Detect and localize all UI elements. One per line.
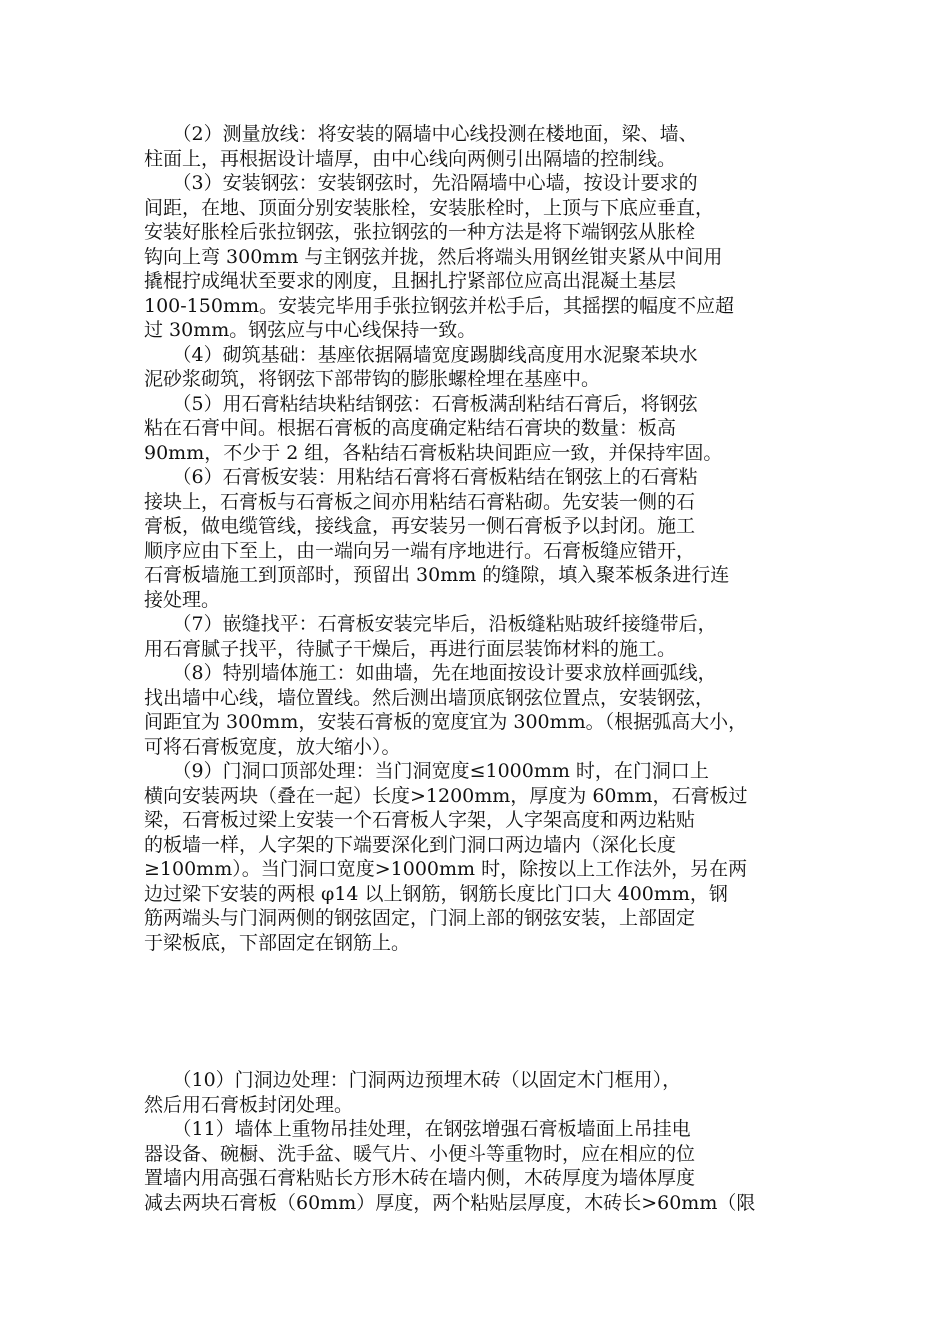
text-line: 的板墙一样，人字架的下端要深化到门洞口两边墙内（深化长度 bbox=[144, 833, 677, 856]
text-line: 90mm，不少于 2 组，各粘结石膏板粘块间距应一致，并保持牢固。 bbox=[144, 441, 723, 464]
text-line: （3）安装钢弦：安装钢弦时，先沿隔墙中心墙，按设计要求的 bbox=[144, 172, 698, 194]
text-line: 过 30mm。钢弦应与中心线保持一致。 bbox=[144, 319, 477, 341]
text-line: （11）墙体上重物吊挂处理，在钢弦增强石膏板墙面上吊挂电 bbox=[144, 1118, 691, 1140]
text-line: 石膏板墙施工到顶部时，预留出 30mm 的缝隙，填入聚苯板条进行连 bbox=[144, 564, 730, 586]
text-line: 粘在石膏中间。根据石膏板的高度确定粘结石膏块的数量：板高 bbox=[144, 417, 677, 439]
text-line: 100-150mm。安装完毕用手张拉钢弦并松手后，其摇摆的幅度不应超 bbox=[144, 294, 734, 317]
text-line: 间距宜为 300mm，安装石膏板的宽度宜为 300mm。（根据弧高大小， bbox=[144, 711, 748, 733]
text-line: （6）石膏板安装：用粘结石膏将石膏板粘结在钢弦上的石膏粘 bbox=[144, 466, 698, 488]
text-line: 接处理。 bbox=[144, 588, 221, 611]
text-line: 用石膏腻子找平，待腻子干燥后，再进行面层装饰材料的施工。 bbox=[144, 637, 677, 660]
text-line: 钩向上弯 300mm 与主钢弦并拢，然后将端头用钢丝钳夹紧从中间用 bbox=[144, 245, 723, 268]
text-line: （5）用石膏粘结块粘结钢弦：石膏板满刮粘结石膏后，将钢弦 bbox=[144, 392, 698, 415]
text-line: 找出墙中心线，墙位置线。然后测出墙顶底钢弦位置点，安装钢弦， bbox=[144, 686, 715, 709]
text-line: （4）砌筑基础：基座依据隔墙宽度踢脚线高度用水泥聚苯块水 bbox=[144, 343, 698, 366]
text-line: 撬棍拧成绳状至要求的刚度，且捆扎拧紧部位应高出混凝土基层 bbox=[144, 270, 677, 292]
text-line: 筋两端头与门洞两侧的钢弦固定，门洞上部的钢弦安装，上部固定 bbox=[144, 907, 696, 929]
text-line: 泥砂浆砌筑，将钢弦下部带钩的膨胀螺栓埋在基座中。 bbox=[144, 368, 601, 390]
text-line: 安装好胀栓后张拉钢弦，张拉钢弦的一种方法是将下端钢弦从胀栓 bbox=[144, 221, 696, 243]
text-line: 顺序应由下至上，由一端向另一端有序地进行。石膏板缝应错开， bbox=[144, 539, 696, 562]
text-line: （10）门洞边处理：门洞两边预埋木砖（以固定木门框用）， bbox=[144, 1069, 682, 1091]
text-line: ≥100mm）。当门洞口宽度>1000mm 时，除按以上工作法外，另在两 bbox=[144, 858, 748, 880]
text-line: 梁，石膏板过梁上安装一个石膏板人字架，人字架高度和两边粘贴 bbox=[144, 809, 696, 831]
text-line: 间距，在地、顶面分别安装胀栓，安装胀栓时，上顶与下底应垂直， bbox=[144, 196, 715, 219]
text-line: 膏板，做电缆管线，接线盒，再安装另一侧石膏板予以封闭。施工 bbox=[144, 515, 696, 537]
text-line: 于梁板底，下部固定在钢筋上。 bbox=[144, 931, 411, 954]
text-line: 减去两块石膏板（60mm）厚度，两个粘贴层厚度，木砖长>60mm（限 bbox=[144, 1191, 756, 1214]
text-line: 柱面上，再根据设计墙厚，由中心线向两侧引出隔墙的控制线。 bbox=[144, 147, 677, 170]
text-line: （2）测量放线：将安装的隔墙中心线投测在楼地面，梁、墙、 bbox=[144, 123, 698, 145]
text-line: （7）嵌缝找平：石膏板安装完毕后，沿板缝粘贴玻纤接缝带后， bbox=[144, 613, 717, 635]
text-line: （9）门洞口顶部处理：当门洞宽度≤1000mm 时，在门洞口上 bbox=[144, 760, 709, 782]
text-line: 器设备、碗橱、洗手盆、暖气片、小便斗等重物时，应在相应的位 bbox=[144, 1142, 696, 1165]
text-block-continued bbox=[144, 1068, 824, 1215]
text-line: 横向安装两块（叠在一起）长度>1200mm，厚度为 60mm，石膏板过 bbox=[144, 784, 748, 807]
text-block-main bbox=[144, 122, 824, 955]
text-line: 接块上，石膏板与石膏板之间亦用粘结石膏粘砌。先安装一侧的石 bbox=[144, 490, 696, 513]
text-line: 然后用石膏板封闭处理。 bbox=[144, 1093, 354, 1116]
text-line: 边过梁下安装的两根 φ14 以上钢筋，钢筋长度比门口大 400mm，钢 bbox=[144, 882, 728, 905]
text-line: 可将石膏板宽度，放大缩小）。 bbox=[144, 735, 401, 758]
text-line: 置墙内用高强石膏粘贴长方形木砖在墙内侧，木砖厚度为墙体厚度 bbox=[144, 1167, 696, 1189]
text-line: （8）特别墙体施工：如曲墙，先在地面按设计要求放样画弧线， bbox=[144, 662, 717, 684]
